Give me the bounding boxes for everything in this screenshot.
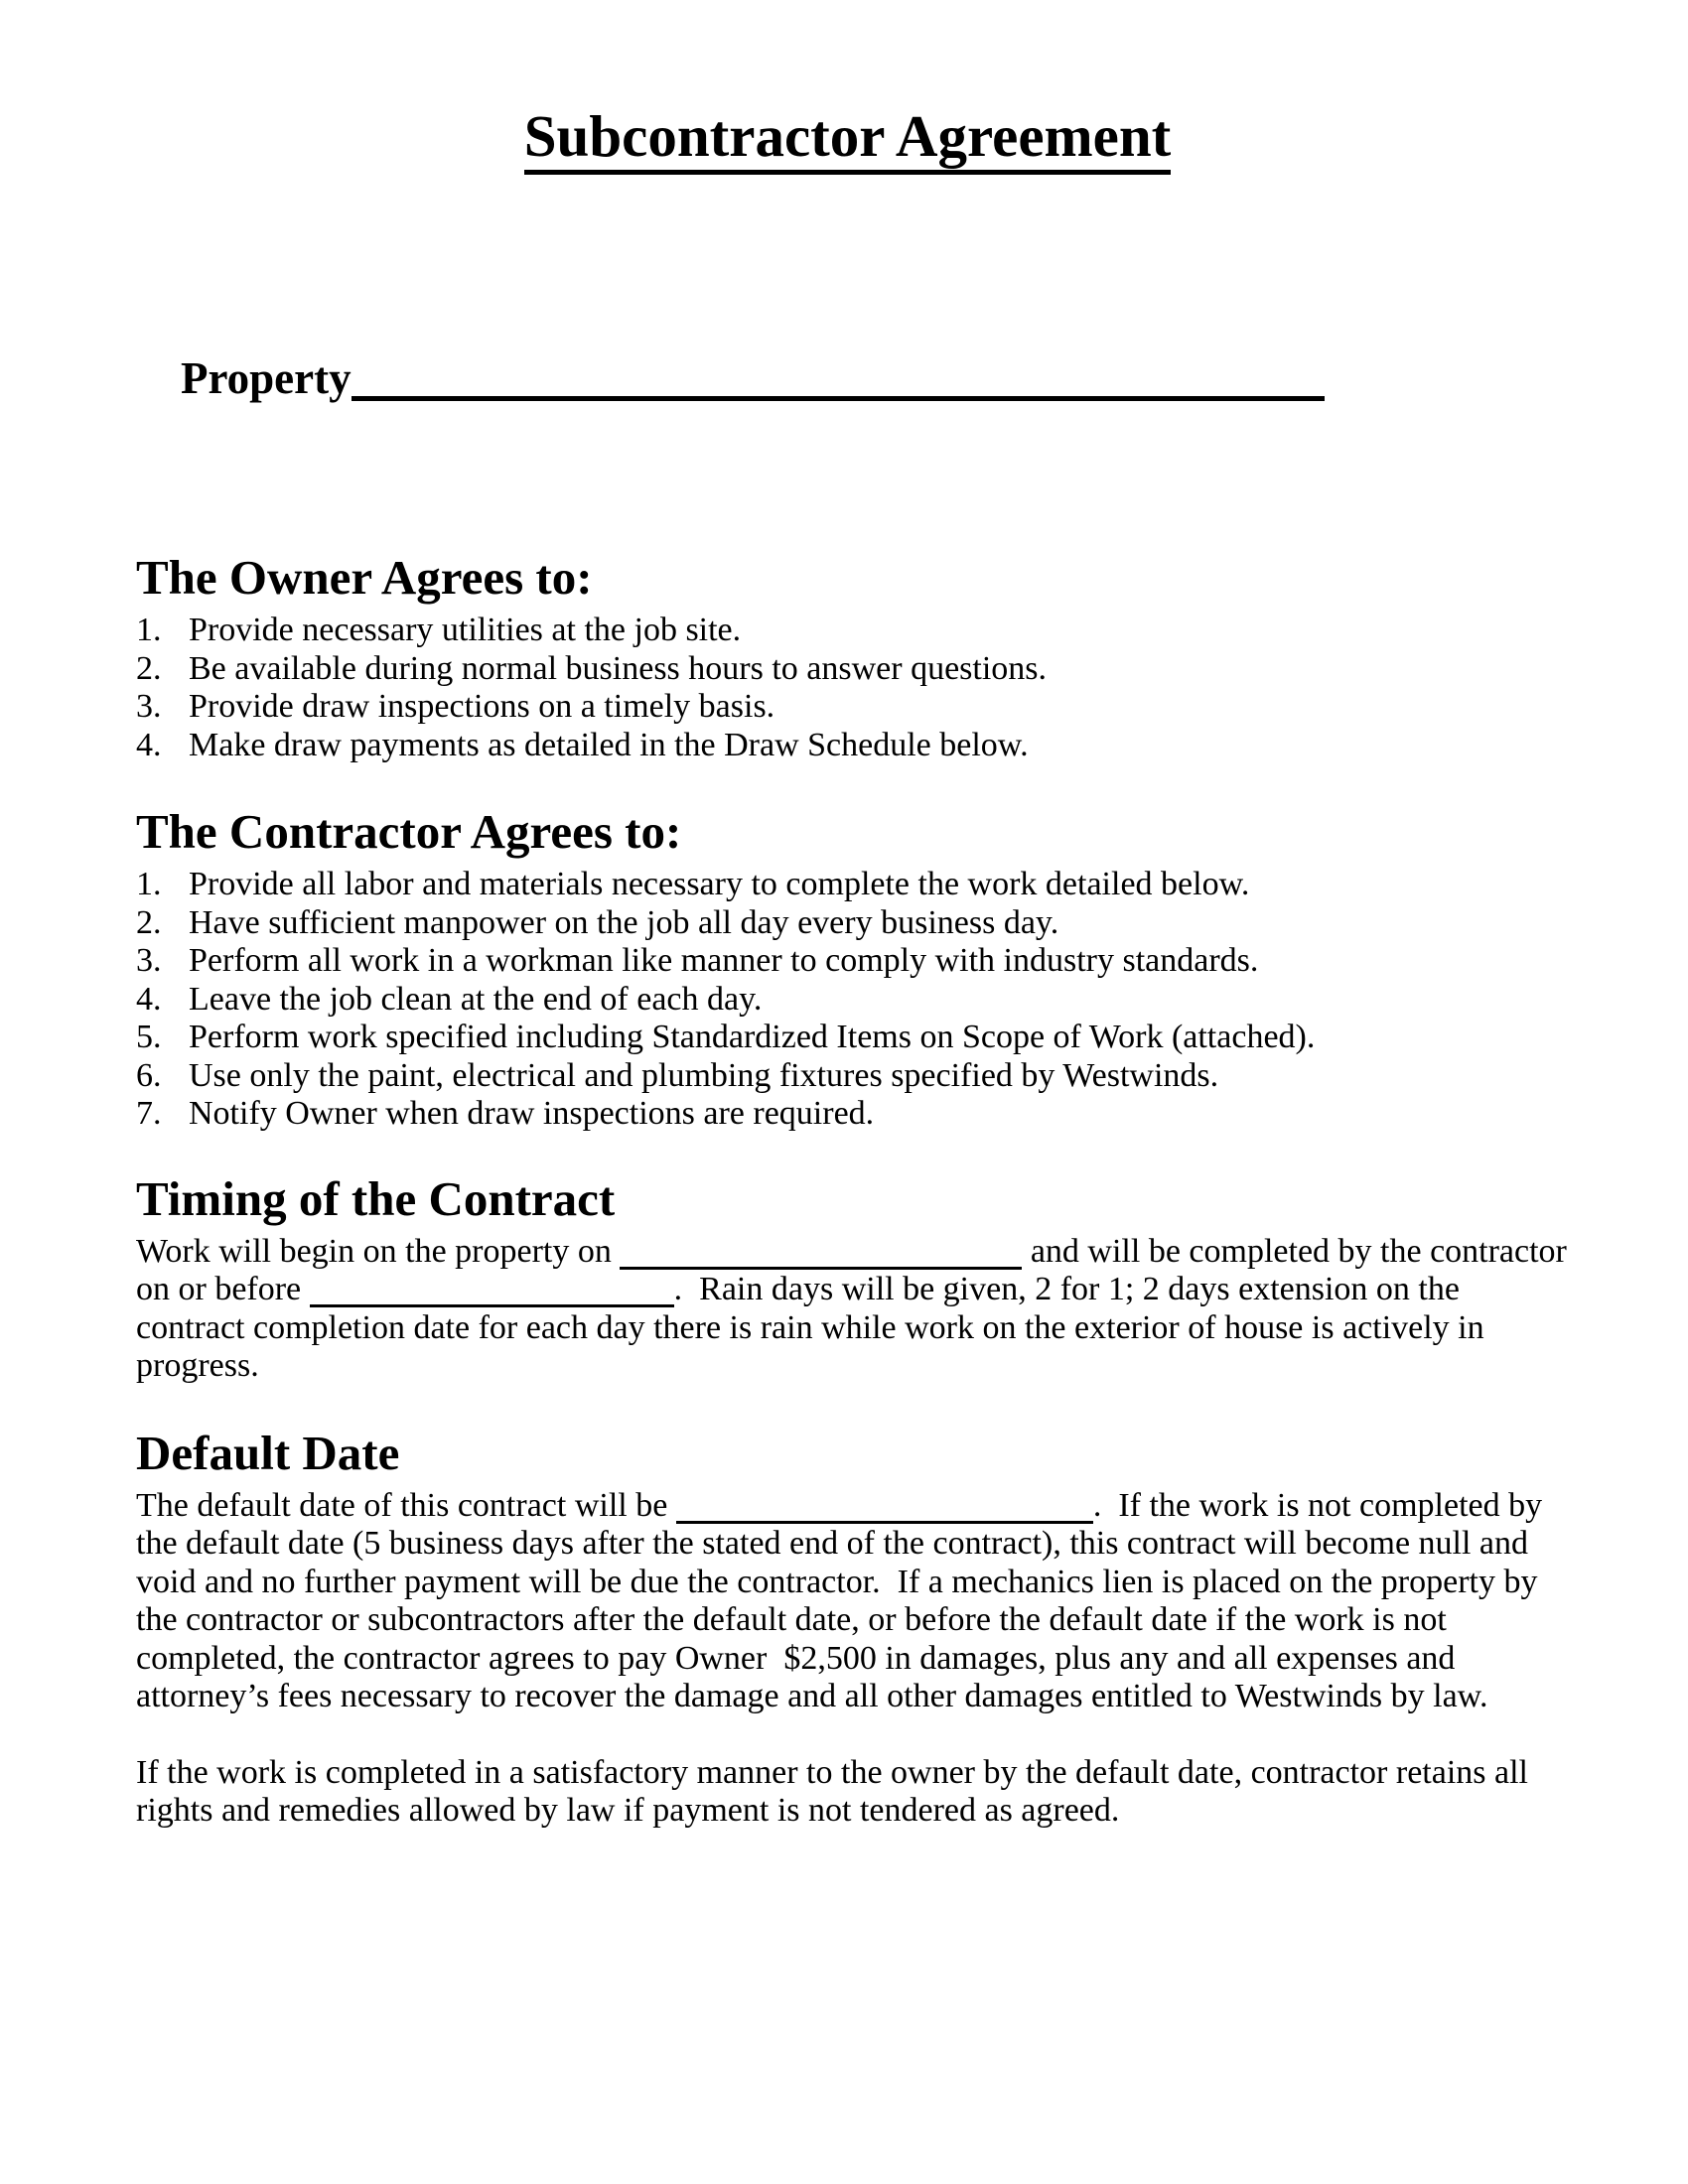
- list-item-text: Perform work specified including Standardized Items on Scope of Work (attached).: [189, 1019, 1316, 1055]
- list-item: [136, 942, 1559, 981]
- timing-paragraph: [136, 1232, 1567, 1386]
- fill-in-blank-field[interactable]: [620, 1241, 1022, 1270]
- fill-in-blank-field[interactable]: [676, 1495, 1093, 1524]
- contractor-section-heading: The Contractor Agrees to:: [136, 804, 682, 859]
- list-item: [136, 650, 1559, 689]
- list-item-text: Provide all labor and materials necessary to complete the work detailed below.: [189, 866, 1250, 902]
- paragraph-line: [136, 1487, 1559, 1526]
- list-item-number: 4.: [136, 726, 162, 763]
- text-segment: the contractor or subcontractors after the default date, or before the default date if the work is not: [136, 1601, 1447, 1638]
- list-item-number: 1.: [136, 866, 162, 902]
- closing-paragraph: [136, 1754, 1559, 1831]
- text-segment: completed, the contractor agrees to pay Owner $2,500 in damages, plus any and all expenses and: [136, 1639, 1456, 1677]
- timing-section-heading: Timing of the Contract: [136, 1170, 616, 1226]
- list-item: [136, 904, 1559, 943]
- list-item-text: Notify Owner when draw inspections are required.: [189, 1095, 875, 1132]
- list-item: [136, 1095, 1559, 1134]
- paragraph-line: [136, 1525, 1559, 1564]
- text-segment: attorney’s fees necessary to recover the damage and all other damages entitled to Westwinds by law.: [136, 1678, 1488, 1714]
- text-segment: on or before: [136, 1271, 310, 1307]
- text-segment: Work will begin on the property on: [136, 1232, 621, 1270]
- list-item: [136, 1057, 1559, 1096]
- list-item: [136, 688, 1559, 727]
- paragraph-line: [136, 1347, 1559, 1386]
- list-item-number: 6.: [136, 1056, 162, 1094]
- text-segment: the default date (5 business days after the stated end of the contract), this contract will become null and: [136, 1525, 1529, 1562]
- paragraph-line: [136, 1564, 1559, 1602]
- list-item-number: 2.: [136, 903, 162, 941]
- paragraph-line: [136, 1792, 1559, 1831]
- owner-list: [136, 612, 1559, 764]
- document-title: [136, 103, 1559, 169]
- list-item-text: Perform all work in a workman like manner to comply with industry standards.: [189, 942, 1259, 979]
- document-title-text: Subcontractor Agreement: [524, 103, 1172, 175]
- list-item: [136, 612, 1559, 650]
- text-segment: The default date of this contract will be: [136, 1486, 676, 1524]
- text-segment: If the work is completed in a satisfactory manner to the owner by the default date, contractor retains all: [136, 1753, 1528, 1791]
- list-item-text: Provide draw inspections on a timely basis.: [189, 688, 775, 725]
- text-segment: . Rain days will be given, 2 for 1; 2 days extension on the: [673, 1271, 1460, 1307]
- list-item: [136, 727, 1559, 765]
- paragraph-line: [136, 1601, 1559, 1640]
- list-item-number: 4.: [136, 980, 162, 1018]
- text-segment: and will be completed by the contractor: [1022, 1232, 1567, 1270]
- list-item-text: Leave the job clean at the end of each day.: [189, 980, 763, 1018]
- list-item-text: Be available during normal business hours to answer questions.: [189, 649, 1048, 687]
- list-item-number: 7.: [136, 1095, 162, 1132]
- default-paragraph: [136, 1487, 1559, 1716]
- owner-section-heading: The Owner Agrees to:: [136, 550, 593, 605]
- text-segment: contract completion date for each day there is rain while work on the exterior of house is actively in: [136, 1308, 1484, 1346]
- paragraph-line: [136, 1271, 1559, 1309]
- list-item-text: Provide necessary utilities at the job site.: [189, 612, 742, 648]
- property-blank-field[interactable]: [352, 362, 1325, 401]
- list-item: [136, 981, 1559, 1020]
- list-item: [136, 866, 1559, 904]
- property-row: [136, 298, 1559, 459]
- text-segment: progress.: [136, 1347, 259, 1384]
- list-item-number: 3.: [136, 942, 162, 979]
- list-item: [136, 1019, 1559, 1057]
- paragraph-line: [136, 1678, 1559, 1716]
- text-segment: . If the work is not completed by: [1092, 1486, 1543, 1524]
- list-item-text: Use only the paint, electrical and plumbing fixtures specified by Westwinds.: [189, 1056, 1219, 1094]
- text-segment: rights and remedies allowed by law if payment is not tendered as agreed.: [136, 1792, 1120, 1829]
- list-item-text: Have sufficient manpower on the job all day every business day.: [189, 903, 1059, 941]
- paragraph-line: [136, 1754, 1559, 1793]
- contractor-list: [136, 866, 1559, 1134]
- paragraph-line: [136, 1309, 1559, 1348]
- list-item-number: 3.: [136, 688, 162, 725]
- fill-in-blank-field[interactable]: [310, 1279, 674, 1307]
- list-item-number: 1.: [136, 612, 162, 648]
- property-label: Property: [181, 353, 352, 403]
- list-item-number: 5.: [136, 1019, 162, 1055]
- default-section-heading: Default Date: [136, 1425, 400, 1480]
- text-segment: void and no further payment will be due the contractor. If a mechanics lien is placed on the property by: [136, 1563, 1538, 1600]
- list-item-text: Make draw payments as detailed in the Draw Schedule below.: [189, 726, 1029, 763]
- paragraph-line: [136, 1640, 1559, 1679]
- list-item-number: 2.: [136, 649, 162, 687]
- paragraph-line: [136, 1232, 1567, 1272]
